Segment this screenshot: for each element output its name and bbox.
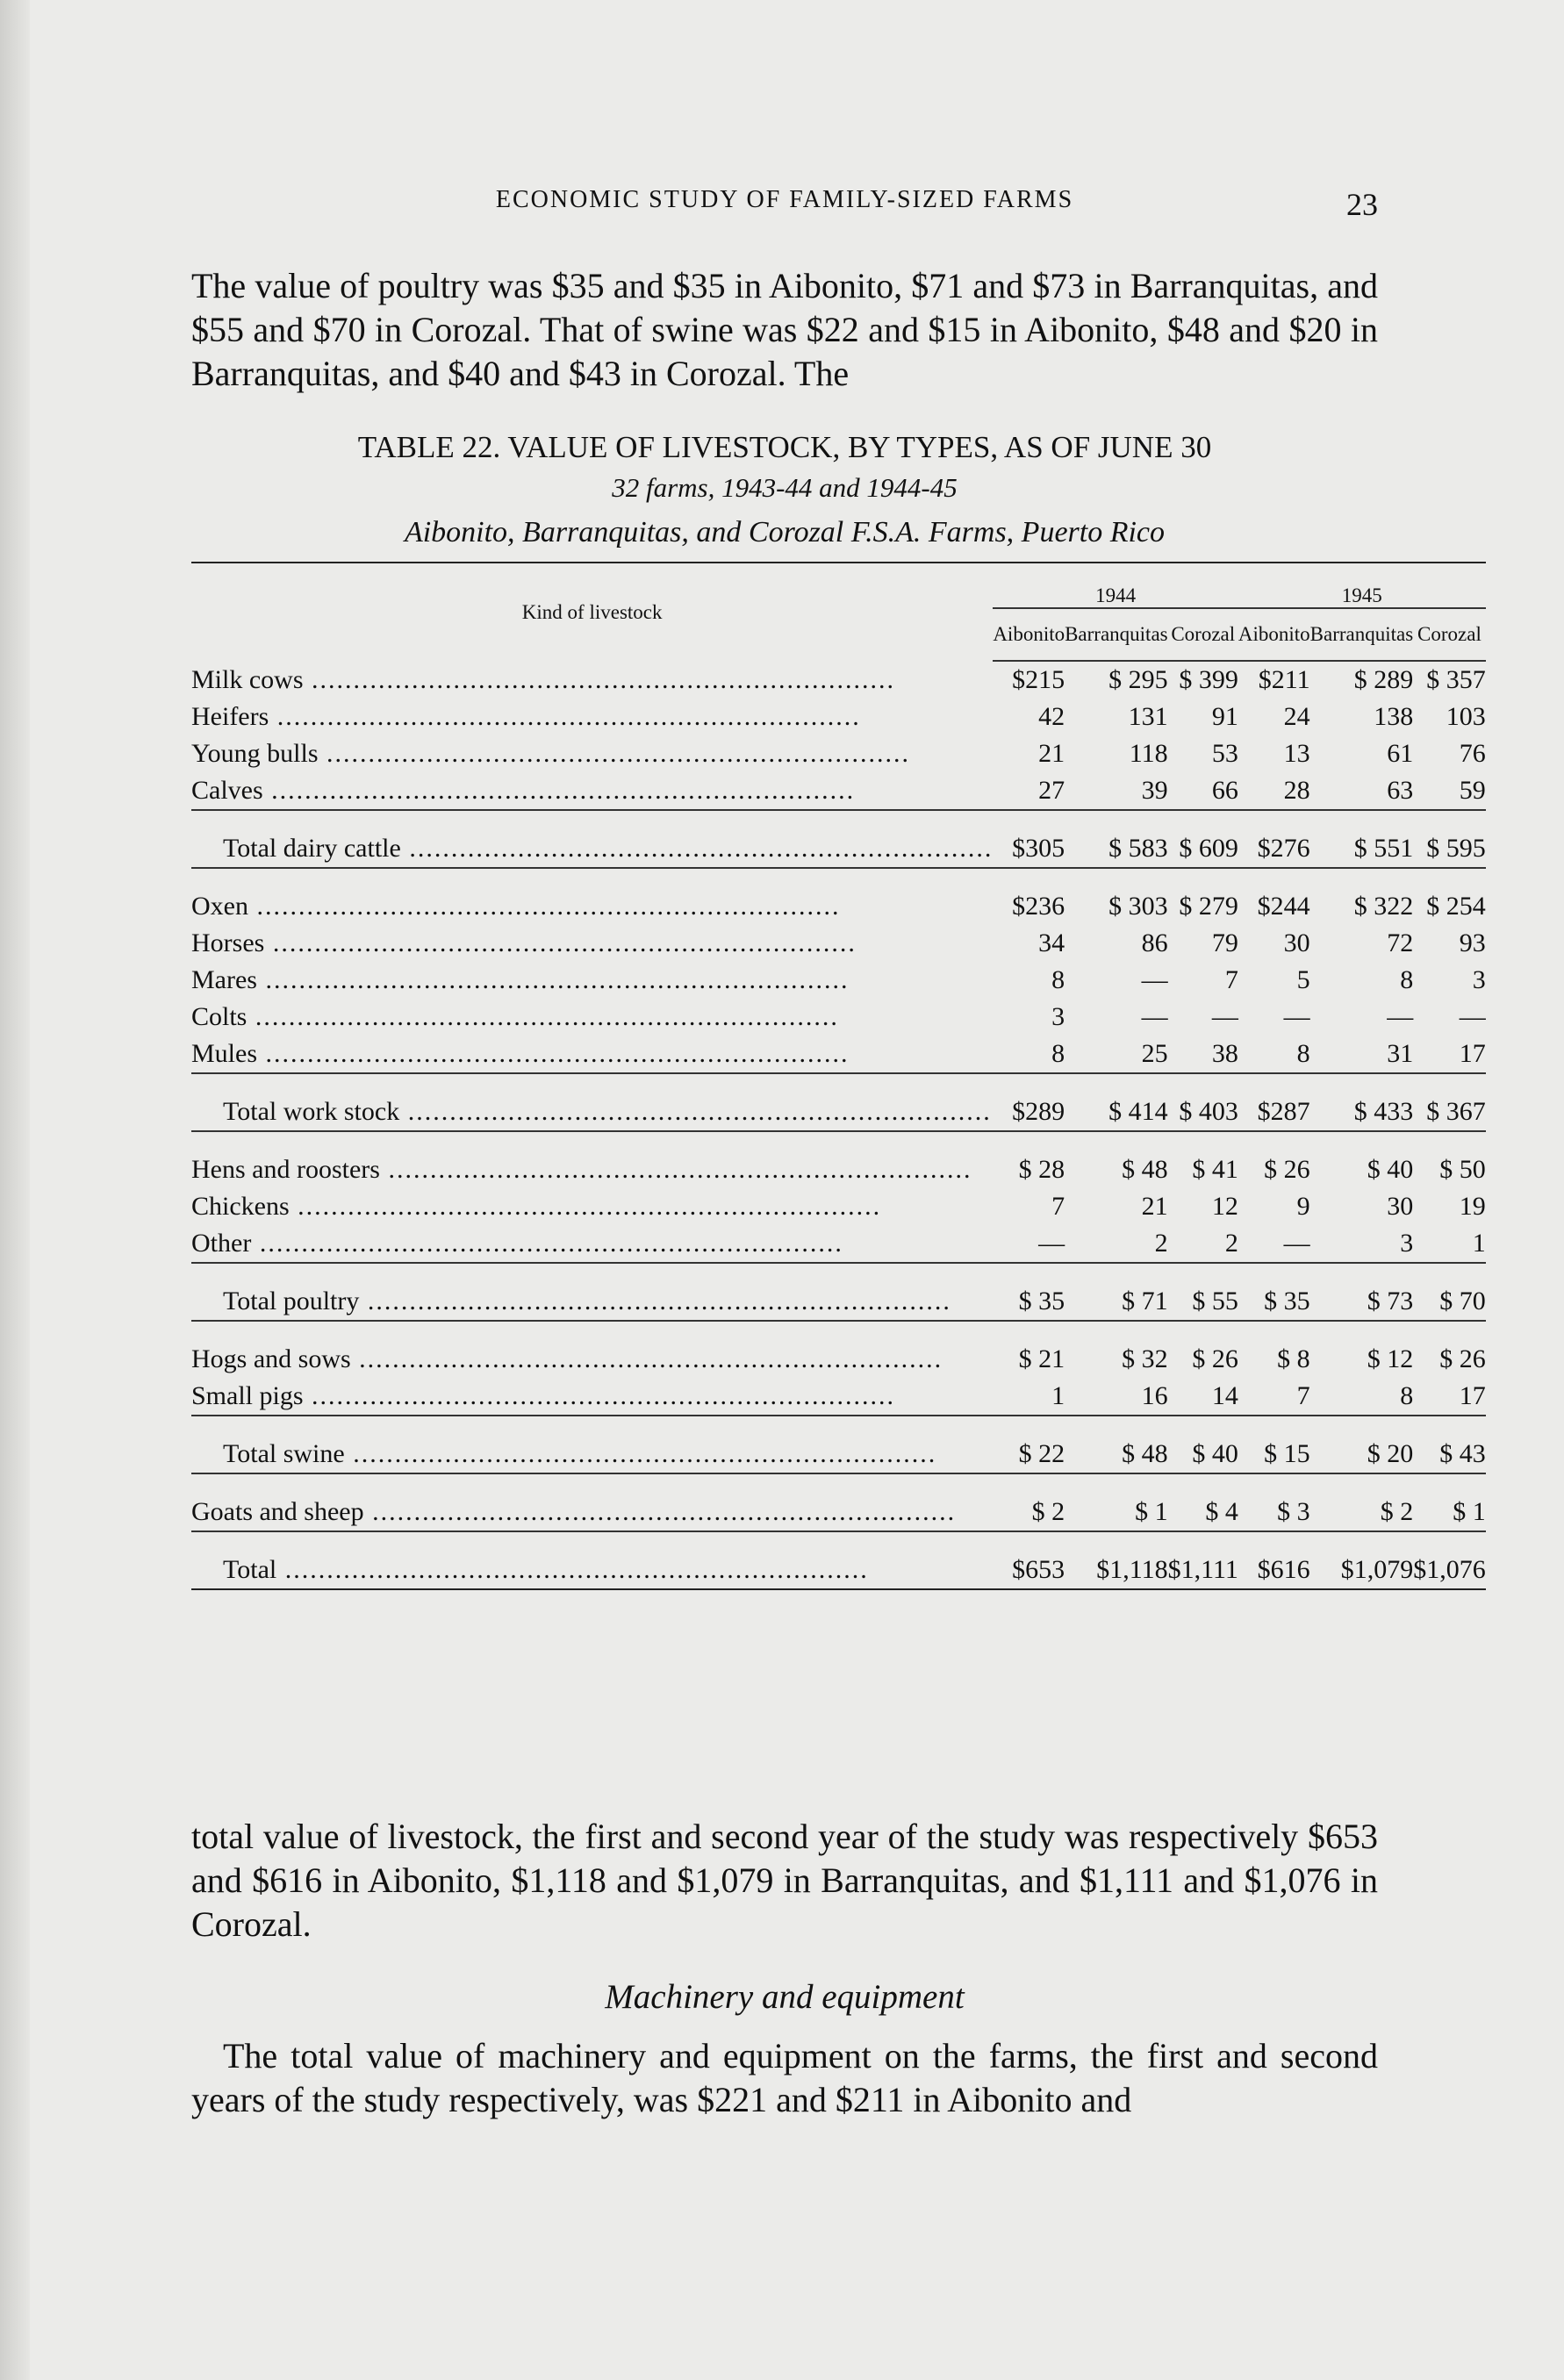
cell-value: 8	[1051, 1039, 1065, 1068]
cell-value: 8	[1400, 965, 1414, 994]
cell-value: 5	[1296, 965, 1310, 994]
cell-value: $ 20	[1367, 1439, 1414, 1468]
row-label: Goats and sheep .....	[191, 1494, 993, 1531]
table-separator	[191, 1263, 1486, 1283]
row-label: Mules .....	[191, 1036, 993, 1073]
table-separator	[191, 868, 1486, 888]
cell-value: 118	[1129, 739, 1168, 768]
cell-value: —	[1283, 1229, 1310, 1258]
table-row	[191, 1378, 1486, 1416]
cell-value: $ 289	[1353, 665, 1414, 694]
cell-value: $ 583	[1108, 834, 1168, 863]
row-label: Total dairy cattle .....	[191, 830, 993, 868]
page-edge-shadow	[0, 0, 30, 2380]
cell-value: $ 595	[1426, 834, 1486, 863]
table-separator	[191, 1416, 1486, 1436]
table-total-row	[191, 1093, 1486, 1131]
cell-value: 7	[1296, 1381, 1310, 1410]
cell-value: $ 8	[1277, 1344, 1310, 1373]
table-total-row	[191, 1552, 1486, 1589]
paragraph-machinery: The total value of machinery and equipment on the farms, the first and second years of the study respectively, was $221 and $211 in Aibonito and	[191, 2036, 1378, 2119]
cell-value: 103	[1446, 702, 1486, 731]
cell-value: $ 399	[1179, 665, 1238, 694]
cell-value: 30	[1387, 1192, 1414, 1221]
cell-value: 59	[1459, 776, 1486, 805]
table-separator	[191, 1473, 1486, 1494]
cell-value: 93	[1459, 928, 1486, 957]
row-label: Other .....	[191, 1225, 993, 1263]
cell-value: $ 551	[1353, 834, 1414, 863]
cell-value: 76	[1459, 739, 1486, 768]
cell-value: $ 433	[1353, 1097, 1414, 1126]
cell-value: $289	[1012, 1097, 1065, 1126]
year-header-1944: 1944	[993, 563, 1238, 608]
cell-value: —	[1038, 1229, 1065, 1258]
cell-value: $ 70	[1439, 1287, 1486, 1315]
column-header-corozal-1944: Corozal	[1168, 608, 1238, 661]
table-subtitle-locations: Aibonito, Barranquitas, and Corozal F.S.A. Farms, Puerto Rico	[404, 516, 1166, 548]
column-header-barranquitas-1944: Barranquitas	[1065, 608, 1168, 661]
cell-value: $ 357	[1426, 665, 1486, 694]
table-row	[191, 888, 1486, 925]
table-row	[191, 1494, 1486, 1531]
cell-value: 138	[1374, 702, 1414, 731]
cell-value: $1,118	[1065, 1552, 1168, 1589]
cell-value: $1,079	[1310, 1552, 1414, 1589]
table-row	[191, 1036, 1486, 1073]
cell-value: 17	[1459, 1039, 1486, 1068]
table-total-row	[191, 1283, 1486, 1321]
row-label: Total poultry .....	[191, 1283, 993, 1321]
kind-of-livestock-header: Kind of livestock	[191, 563, 993, 661]
cell-value: $ 1	[1135, 1497, 1168, 1526]
cell-value: $ 279	[1179, 892, 1238, 921]
cell-value: $ 28	[1018, 1155, 1065, 1184]
cell-value: $653	[993, 1552, 1065, 1589]
cell-value: $ 254	[1426, 892, 1486, 921]
cell-value: $ 15	[1264, 1439, 1310, 1468]
cell-value: $305	[1012, 834, 1065, 863]
cell-value: $ 40	[1192, 1439, 1238, 1468]
cell-value: $ 21	[1018, 1344, 1065, 1373]
row-label: Colts .....	[191, 999, 993, 1036]
row-label: Total work stock .....	[191, 1093, 993, 1131]
cell-value: $ 295	[1108, 665, 1168, 694]
cell-value: —	[1211, 1002, 1238, 1031]
cell-value: $ 32	[1122, 1344, 1168, 1373]
cell-value: $ 35	[1264, 1287, 1310, 1315]
cell-value: $ 22	[1018, 1439, 1065, 1468]
cell-value: $ 35	[1018, 1287, 1065, 1315]
year-header-1945: 1945	[1238, 563, 1486, 608]
row-label: Oxen .....	[191, 888, 993, 925]
table-total-row	[191, 1436, 1486, 1473]
row-label: Milk cows .....	[191, 661, 993, 699]
cell-value: $211	[1258, 665, 1310, 694]
cell-value: $287	[1257, 1097, 1310, 1126]
cell-value: 39	[1141, 776, 1168, 805]
cell-value: $236	[1012, 892, 1065, 921]
cell-value: $ 50	[1439, 1155, 1486, 1184]
table-title: TABLE 22. VALUE OF LIVESTOCK, BY TYPES, AS OF JUNE 30	[357, 430, 1212, 464]
cell-value: $ 26	[1192, 1344, 1238, 1373]
cell-value: $ 2	[1031, 1497, 1065, 1526]
row-label: Heifers .....	[191, 699, 993, 735]
cell-value: 12	[1211, 1192, 1238, 1221]
cell-value: 3	[1472, 965, 1486, 994]
table-total-row	[191, 830, 1486, 868]
cell-value: —	[1141, 965, 1168, 994]
cell-value: 1	[1472, 1229, 1486, 1258]
cell-value: —	[1283, 1002, 1310, 1031]
cell-value: 8	[1051, 965, 1065, 994]
cell-value: $ 2	[1380, 1497, 1414, 1526]
cell-value: $ 322	[1353, 892, 1414, 921]
cell-value: 66	[1211, 776, 1238, 805]
cell-value: $ 48	[1122, 1439, 1168, 1468]
cell-value: 2	[1224, 1229, 1238, 1258]
table-row	[191, 735, 1486, 772]
cell-value: $ 26	[1264, 1155, 1310, 1184]
cell-value: —	[1387, 1002, 1414, 1031]
column-header-aibonito-1945: Aibonito	[1238, 608, 1310, 661]
column-header-aibonito-1944: Aibonito	[993, 608, 1065, 661]
row-label: Hens and roosters .....	[191, 1151, 993, 1188]
table-separator	[191, 1131, 1486, 1151]
table-separator	[191, 1073, 1486, 1093]
cell-value: 91	[1211, 702, 1238, 731]
row-label: Young bulls .....	[191, 735, 993, 772]
cell-value: $215	[1012, 665, 1065, 694]
table-separator	[191, 1321, 1486, 1341]
cell-value: 42	[1038, 702, 1065, 731]
livestock-value-table	[191, 562, 1486, 1590]
cell-value: 3	[1400, 1229, 1414, 1258]
paragraph-total-livestock: total value of livestock, the first and second year of the study was respectively $653 and $616 in Aibonito, $1,118 and $1,079 in Barranquitas, and $1,111 and $1,076 in Corozal.	[191, 1817, 1378, 1944]
table-row	[191, 699, 1486, 735]
cell-value: $ 367	[1426, 1097, 1486, 1126]
table-row	[191, 661, 1486, 699]
cell-value: $ 73	[1367, 1287, 1414, 1315]
table-separator	[191, 1531, 1486, 1552]
row-label: Calves .....	[191, 772, 993, 810]
row-label: Hogs and sows .....	[191, 1341, 993, 1378]
cell-value: 17	[1459, 1381, 1486, 1410]
cell-value: $ 71	[1122, 1287, 1168, 1315]
table-row	[191, 1188, 1486, 1225]
table-row	[191, 1151, 1486, 1188]
cell-value: $ 43	[1439, 1439, 1486, 1468]
cell-value: $ 4	[1205, 1497, 1238, 1526]
cell-value: 63	[1387, 776, 1414, 805]
page-number: 23	[1346, 187, 1378, 222]
row-label: Chickens .....	[191, 1188, 993, 1225]
cell-value: 16	[1141, 1381, 1168, 1410]
cell-value: 7	[1224, 965, 1238, 994]
table-row	[191, 925, 1486, 962]
cell-value: 21	[1141, 1192, 1168, 1221]
cell-value: $ 609	[1179, 834, 1238, 863]
cell-value: —	[1141, 1002, 1168, 1031]
cell-value: 3	[1051, 1002, 1065, 1031]
cell-value: 79	[1211, 928, 1238, 957]
table-row	[191, 772, 1486, 810]
cell-value: 131	[1128, 702, 1168, 731]
row-label: Small pigs .....	[191, 1378, 993, 1416]
running-head	[191, 186, 1378, 221]
cell-value: $ 403	[1179, 1097, 1238, 1126]
cell-value: 8	[1400, 1381, 1414, 1410]
table-separator	[191, 810, 1486, 830]
running-title: ECONOMIC STUDY OF FAMILY-SIZED FARMS	[495, 186, 1074, 213]
cell-value: 34	[1038, 928, 1065, 957]
cell-value: —	[1459, 1002, 1486, 1031]
cell-value: 7	[1051, 1192, 1065, 1221]
cell-value: 1	[1051, 1381, 1065, 1410]
cell-value: 25	[1141, 1039, 1168, 1068]
table-row	[191, 999, 1486, 1036]
row-label: Total .....	[191, 1552, 993, 1589]
column-header-corozal-1945: Corozal	[1413, 608, 1486, 661]
cell-value: $244	[1257, 892, 1310, 921]
table-row	[191, 1341, 1486, 1378]
cell-value: 13	[1283, 739, 1310, 768]
column-header-barranquitas-1945: Barranquitas	[1310, 608, 1414, 661]
cell-value: $ 414	[1108, 1097, 1168, 1126]
cell-value: $ 3	[1277, 1497, 1310, 1526]
cell-value: 14	[1211, 1381, 1238, 1410]
row-label: Mares .....	[191, 962, 993, 999]
row-label: Horses .....	[191, 925, 993, 962]
section-subheading: Machinery and equipment	[605, 1978, 965, 2016]
cell-value: 28	[1283, 776, 1310, 805]
cell-value: $276	[1257, 834, 1310, 863]
cell-value: $ 303	[1108, 892, 1168, 921]
cell-value: 24	[1283, 702, 1310, 731]
cell-value: 38	[1211, 1039, 1238, 1068]
table-row	[191, 1225, 1486, 1263]
cell-value: $1,076	[1413, 1552, 1486, 1589]
cell-value: 21	[1038, 739, 1065, 768]
cell-value: 2	[1154, 1229, 1168, 1258]
cell-value: 8	[1296, 1039, 1310, 1068]
cell-value: 31	[1387, 1039, 1414, 1068]
cell-value: $616	[1238, 1552, 1310, 1589]
cell-value: 61	[1387, 739, 1414, 768]
cell-value: $ 48	[1122, 1155, 1168, 1184]
cell-value: 53	[1211, 739, 1238, 768]
cell-value: $ 1	[1453, 1497, 1486, 1526]
cell-value: $ 12	[1367, 1344, 1414, 1373]
cell-value: 72	[1387, 928, 1414, 957]
cell-value: $ 55	[1192, 1287, 1238, 1315]
cell-value: 30	[1283, 928, 1310, 957]
cell-value: $ 41	[1192, 1155, 1238, 1184]
cell-value: $1,111	[1168, 1552, 1238, 1589]
cell-value: 27	[1038, 776, 1065, 805]
row-label: Total swine .....	[191, 1436, 993, 1473]
cell-value: 9	[1296, 1192, 1310, 1221]
table-subtitle: 32 farms, 1943-44 and 1944-45	[612, 472, 958, 503]
cell-value: 86	[1141, 928, 1168, 957]
paragraph-poultry-swine: The value of poultry was $35 and $35 in Aibonito, $71 and $73 in Barranquitas, and $55 and $70 in Corozal. That of swine was $22 and $15 in Aibonito, $48 and $20 in Barranquitas, and $40 and $43 in Corozal. The	[191, 266, 1378, 393]
cell-value: $ 26	[1439, 1344, 1486, 1373]
cell-value: $ 40	[1367, 1155, 1414, 1184]
table-row	[191, 962, 1486, 999]
cell-value: 19	[1459, 1192, 1486, 1221]
